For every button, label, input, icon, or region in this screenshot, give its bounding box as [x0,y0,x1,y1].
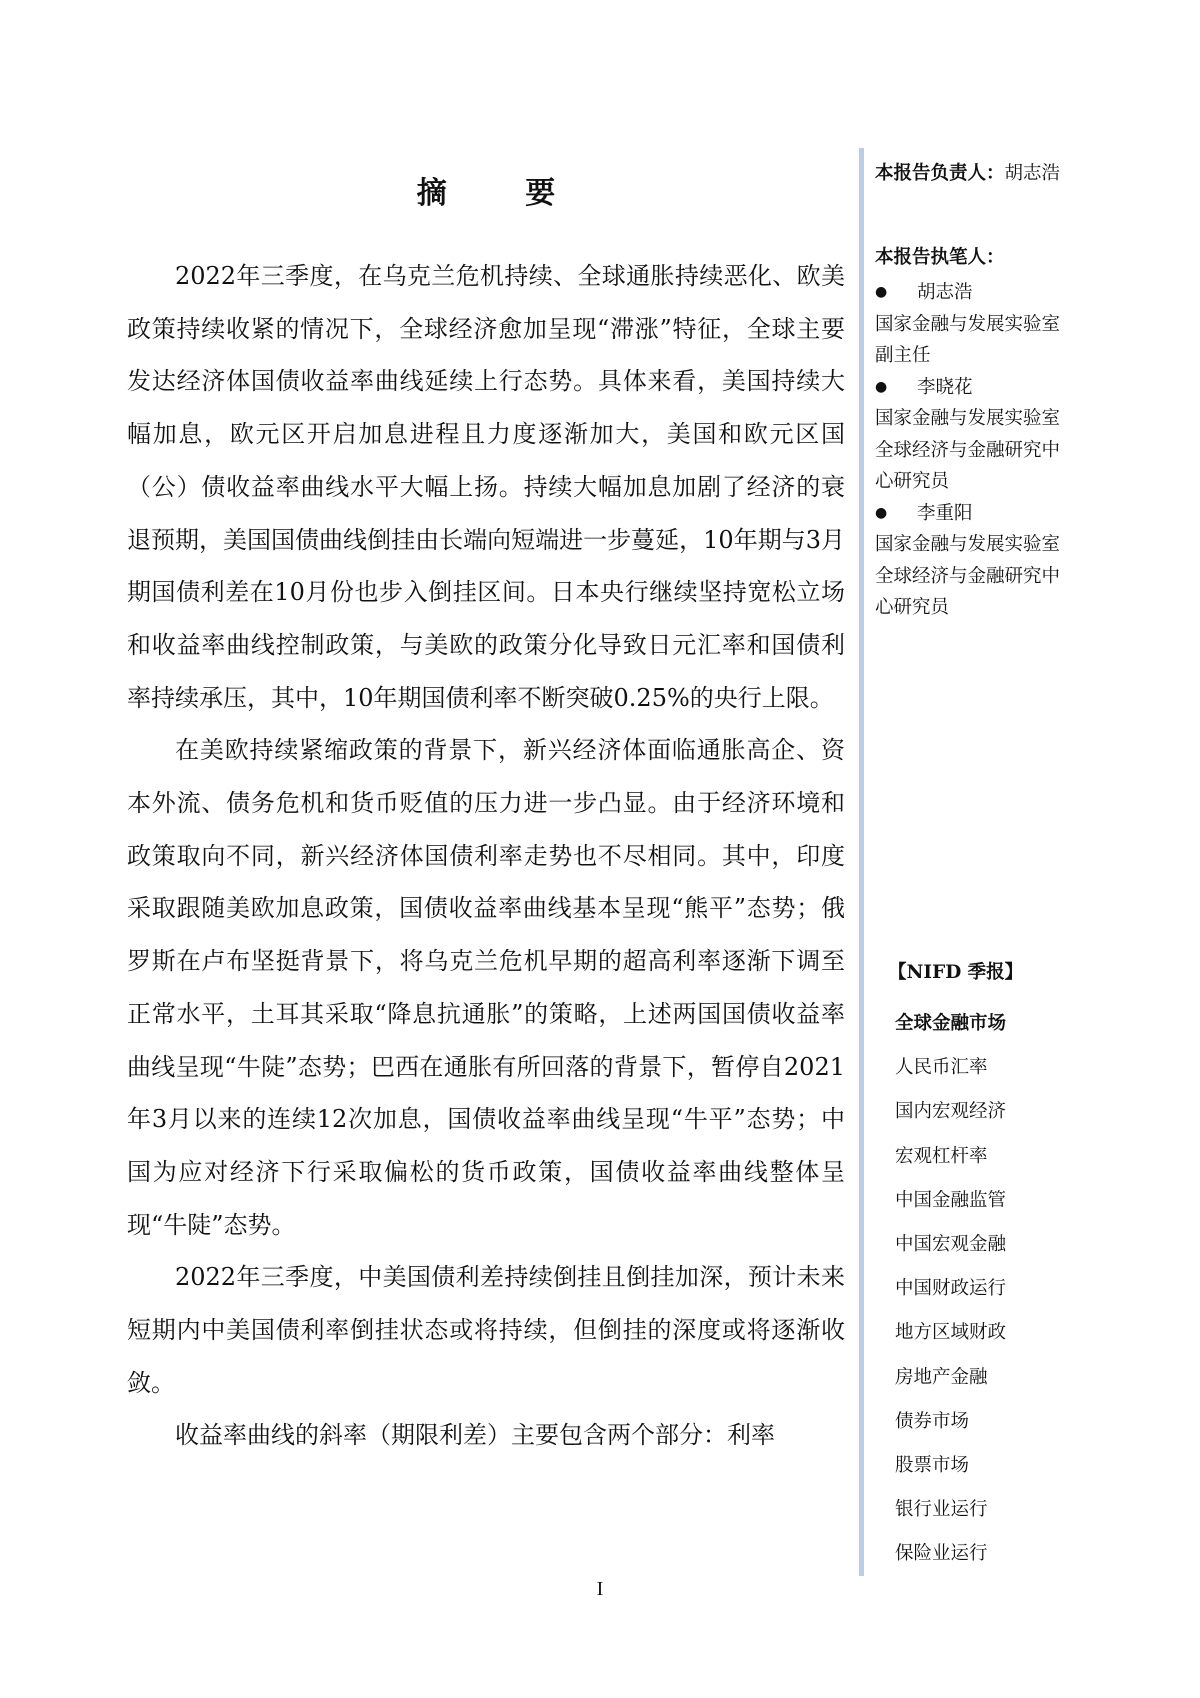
report-item: 债券市场 [895,1410,970,1432]
report-item: 中国金融监管 [895,1189,1007,1211]
author-affiliation: 副主任 [875,345,931,366]
bullet-icon: ● [875,504,888,521]
abstract-paragraph-4: 收益率曲线的斜率（期限利差）主要包含两个部分：利率 [175,1421,775,1450]
responsible-person [875,158,1115,190]
quarterly-reports-list [890,958,1110,1576]
author-affiliation: 心研究员 [875,597,950,618]
report-item: 中国财政运行 [895,1278,1007,1300]
author-entry [875,277,1115,372]
author-affiliation: 全球经济与金融研究中 [875,565,1061,587]
report-item: 中国宏观金融 [895,1233,1007,1255]
author-entry [875,372,1115,498]
report-item: 宏观杠杆率 [895,1145,988,1167]
bullet-icon: ● [875,284,888,300]
sidebar [875,158,1115,624]
report-item: 银行业运行 [895,1499,988,1521]
report-item: 股票市场 [895,1454,970,1476]
abstract-paragraph-3: 2022年三季度，中美国债利差持续倒挂且倒挂加深，预计未来短期内中美国债利率倒挂状态或将持续，但倒挂的深度或将逐渐收敛。 [127,1263,845,1397]
reports-title: 【NIFD 季报】 [888,962,1024,983]
author-name: 胡志浩 [917,282,973,303]
author-entry [875,498,1115,624]
author-name: 李重阳 [917,502,973,524]
responsible-name: 胡志浩 [1004,163,1061,184]
sidebar-divider [859,148,864,1576]
responsible-label: 本报告负责人： [875,163,1005,184]
page-number: I [596,1578,604,1600]
abstract-column [127,168,845,1462]
report-item: 地方区域财政 [895,1322,1007,1344]
bullet-icon: ● [875,378,888,395]
report-item: 人民币汇率 [895,1057,988,1079]
report-item: 房地产金融 [895,1366,988,1388]
authors-label: 本报告执笔人： [875,246,1005,268]
author-affiliation: 国家金融与发展实验室 [875,534,1061,555]
abstract-paragraph-2: 在美欧持续紧缩政策的背景下，新兴经济体面临通胀高企、资本外流、债务危机和货币贬值的压力进一步凸显。由于经济环境和政策取向不同，新兴经济体国债利率走势也不尽相同。其中，印度采取跟随美欧加息政策，国债收益率曲线基本呈现“熊平”态势；俄罗斯在卢布坚挺背景下，将乌克兰危机早期的超高利率逐渐下调至正常水平，土耳其采取“降息抗通胀”的策略，上述两国国债收益率曲线呈现“牛陡”态势；巴西在通胀有所回落的背景下，暂停自2021年3月以来的连续12次加息，国债收益率曲线呈现“牛平”态势；中国为应对经济下行采取偏松的货币政策，国债收益率曲线整体呈现“牛陡”态势。 [127,736,845,1239]
report-item: 国内宏观经济 [895,1101,1007,1123]
author-affiliation: 全球经济与金融研究中 [875,439,1061,461]
abstract-paragraph-1: 2022年三季度，在乌克兰危机持续、全球通胀持续恶化、欧美政策持续收紧的情况下，全球经济愈加呈现“滞涨”特征，全球主要发达经济体国债收益率曲线延续上行态势。具体来看，美国持续大幅加息，欧元区开启加息进程且力度逐渐加大，美国和欧元区国（公）债收益率曲线水平大幅上扬。持续大幅加息加剧了经济的衰退预期，美国国债曲线倒挂由长端向短端进一步蔓延，10年期与3月期国债利差在10月份也步入倒挂区间。日本央行继续坚持宽松立场和收益率曲线控制政策，与美欧的政策分化导致日元汇率和国债利率持续承压，其中，10年期国债利率不断突破0.25%的央行上限。 [127,262,845,712]
author-affiliation: 心研究员 [875,471,950,492]
report-item: 保险业运行 [895,1543,988,1565]
author-affiliation: 国家金融与发展实验室 [875,408,1061,429]
author-name: 李晓花 [917,376,973,398]
author-affiliation: 国家金融与发展实验室 [875,313,1061,335]
report-item: 全球金融市场 [895,1013,1007,1034]
page-title: 摘 要 [416,176,590,211]
